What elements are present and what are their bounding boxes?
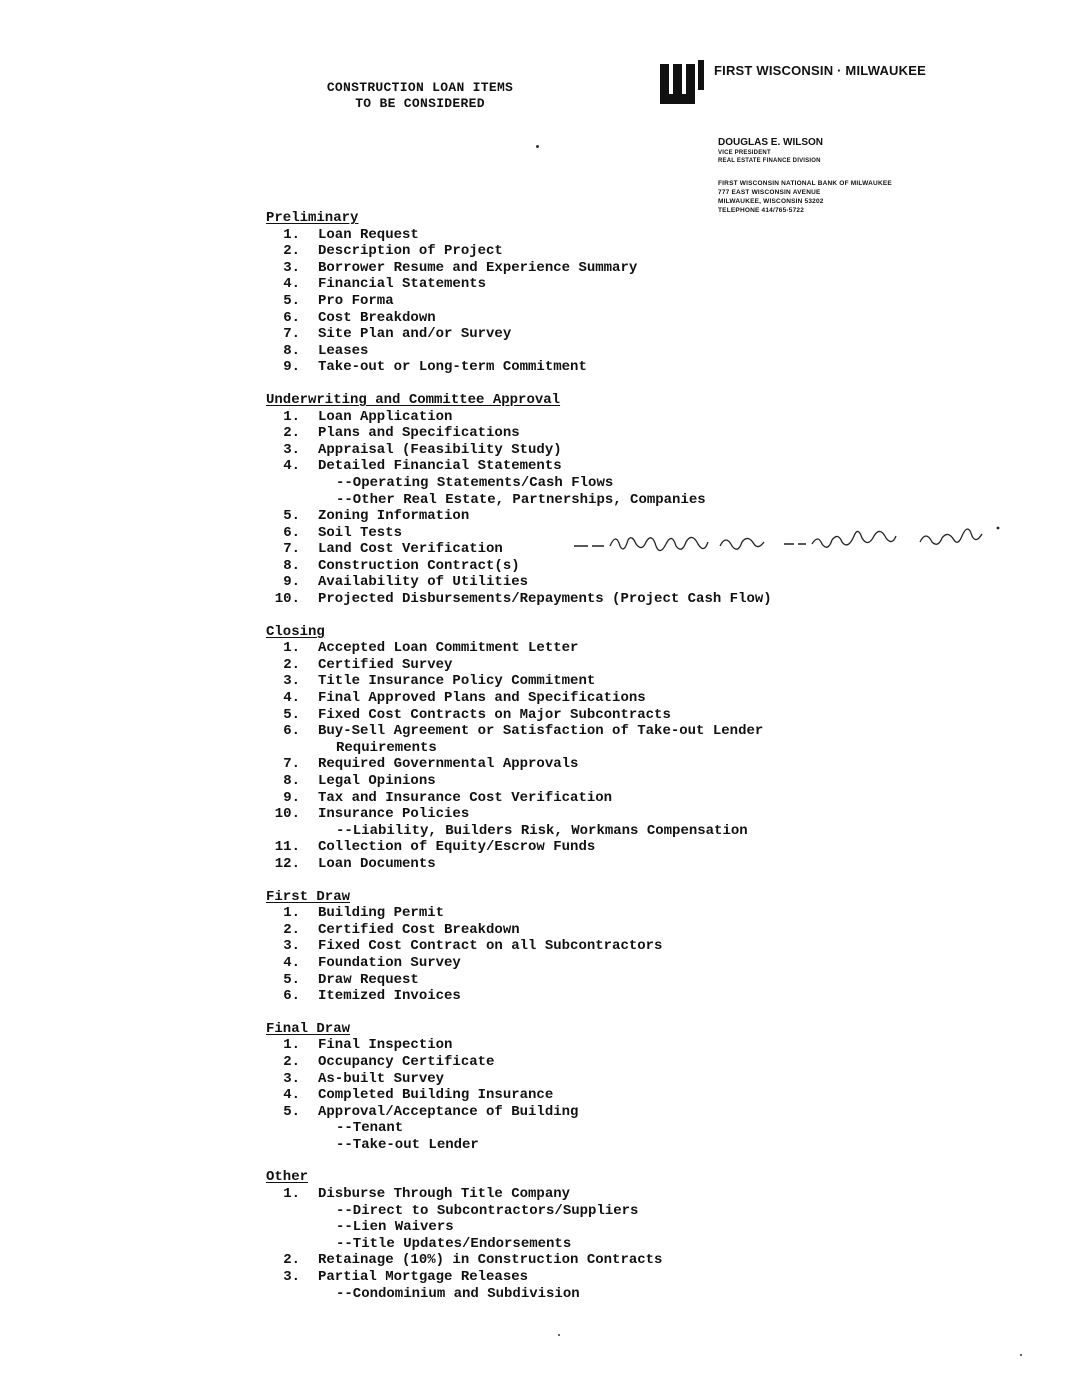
item-text: Disburse Through Title Company [318,1186,571,1203]
item-text: Final Inspection [318,1037,453,1054]
item-text: Borrower Resume and Experience Summary [318,259,638,276]
checklist-item [266,293,1026,310]
item-text: Leases [318,342,369,359]
checklist-item [266,773,1026,790]
item-number: 2. [283,425,300,442]
checklist-section [266,392,1026,608]
sub-item: --Direct to Subcontractors/Suppliers [336,1202,639,1219]
item-number: 4. [283,1087,300,1104]
item-number: 2. [283,656,300,673]
item-text: Fixed Cost Contracts on Major Subcontracts [318,706,671,723]
checklist-section [266,1169,1026,1302]
item-number: 2. [283,1252,300,1269]
checklist-item [266,806,1026,823]
sub-item: --Take-out Lender [336,1136,479,1153]
sub-item: --Title Updates/Endorsements [336,1235,572,1252]
checklist-item [266,657,1026,674]
checklist-item [266,425,1026,442]
item-number: 6. [283,723,300,740]
item-text: Draw Request [318,971,419,988]
checklist-item [266,1104,1026,1121]
bank-logo-icon [660,60,704,104]
item-number: 1. [283,1186,300,1203]
checklist-item [266,922,1026,939]
checklist-item [266,442,1026,459]
contact-name: DOUGLAS E. WILSON [718,137,823,148]
address-line: 777 EAST WISCONSIN AVENUE [718,189,821,196]
item-number: 1. [283,640,300,657]
item-text: Projected Disbursements/Repayments (Project Cash Flow) [318,591,772,608]
item-number: 5. [283,292,300,309]
item-text: Zoning Information [318,508,470,525]
item-number: 6. [283,988,300,1005]
checklist-item [266,839,1026,856]
checklist-item [266,673,1026,690]
item-text: Legal Opinions [318,773,436,789]
document-title [270,80,570,112]
item-number: 3. [283,259,300,276]
checklist-item [266,409,1026,426]
item-text: Detailed Financial Statements [318,458,562,475]
checklist-item [266,938,1026,955]
item-text: Occupancy Certificate [318,1053,495,1070]
item-text: Collection of Equity/Escrow Funds [318,839,596,856]
checklist-item [266,310,1026,327]
item-number: 2. [283,243,300,260]
checklist-item [266,574,1026,591]
item-number: 4. [283,458,300,475]
checklist-section [266,624,1026,873]
sub-item: --Condominium and Subdivision [336,1285,580,1302]
item-text: Final Approved Plans and Specifications [318,690,646,707]
item-text: Land Cost Verification [318,541,503,558]
checklist-item [266,723,1026,740]
item-number: 8. [283,773,300,789]
item-text: Partial Mortgage Releases [318,1269,529,1286]
item-text: Loan Application [318,408,453,425]
checklist-item [266,972,1026,989]
item-number: 11. [274,839,300,856]
checklist-item [266,591,1026,608]
sub-item: --Other Real Estate, Partnerships, Companies [336,491,706,508]
checklist-item [266,1186,1026,1203]
item-number: 5. [283,706,300,723]
item-number: 12. [274,855,300,872]
item-number: 2. [283,921,300,938]
item-number: 7. [283,541,300,558]
section-title: Preliminary [266,210,359,226]
checklist-section [266,210,1026,376]
item-text: Foundation Survey [318,954,461,971]
checklist-item [266,707,1026,724]
item-text: Plans and Specifications [318,425,520,442]
checklist-item [266,1252,1026,1269]
sub-item: --Operating Statements/Cash Flows [336,474,614,491]
item-number: 10. [274,591,300,608]
checklist-item [266,690,1026,707]
item-text: Approval/Acceptance of Building [318,1103,579,1120]
contact-division: REAL ESTATE FINANCE DIVISION [718,158,821,164]
item-text: Pro Forma [318,292,394,309]
item-number: 10. [274,806,300,823]
checklist-item [266,905,1026,922]
item-number: 1. [283,905,300,922]
item-text: Retainage (10%) in Construction Contracts [318,1252,663,1269]
item-text: Certified Survey [318,656,453,673]
item-text: Construction Contract(s) [318,557,520,574]
section-title: Other [266,1169,309,1186]
sub-item: --Tenant [336,1120,404,1137]
checklist-item [266,756,1026,773]
checklist-item [266,1054,1026,1071]
item-number: 9. [283,359,300,376]
item-text: Accepted Loan Commitment Letter [318,640,579,657]
item-text: Fixed Cost Contract on all Subcontractors [318,938,663,955]
item-text: Description of Project [318,243,503,260]
item-number: 2. [283,1053,300,1070]
address-line: MILWAUKEE, WISCONSIN 53202 [718,198,824,205]
item-number: 1. [283,226,300,243]
contact-title: VICE PRESIDENT [718,150,771,156]
checklist-item [266,243,1026,260]
checklist-item [266,227,1026,244]
checklist-item [266,1071,1026,1088]
scan-speck [536,145,539,148]
item-number: 3. [283,1269,300,1286]
checklist-item [266,343,1026,360]
contact-block [718,136,892,215]
item-text: Soil Tests [318,524,403,541]
item-text: Itemized Invoices [318,988,461,1005]
item-number: 3. [283,673,300,690]
sub-item: Requirements [336,739,437,756]
checklist-item [266,1037,1026,1054]
item-number: 4. [283,276,300,293]
checklist-item [266,955,1026,972]
checklist-section [266,1021,1026,1154]
section-title: Underwriting and Committee Approval [266,391,561,408]
scan-speck [558,1334,560,1336]
item-number: 7. [283,326,300,343]
item-number: 3. [283,441,300,458]
checklist-item [266,276,1026,293]
checklist-item [266,856,1026,873]
item-number: 1. [283,408,300,425]
checklist-item [266,558,1026,575]
checklist-section [266,889,1026,1005]
title-line-1: CONSTRUCTION LOAN ITEMS [326,80,514,95]
item-text: Loan Request [318,226,419,243]
checklist-item [266,326,1026,343]
item-text: Site Plan and/or Survey [318,326,512,343]
item-number: 9. [283,574,300,591]
item-text: Building Permit [318,905,445,922]
item-number: 6. [283,524,300,541]
checklist-item [266,260,1026,277]
bank-name: FIRST WISCONSIN · MILWAUKEE [714,63,926,78]
item-text: Required Governmental Approvals [318,756,579,773]
item-text: As-built Survey [318,1070,445,1087]
checklist-item [266,359,1026,376]
item-text: Certified Cost Breakdown [318,921,520,938]
item-number: 4. [283,954,300,971]
address-line: FIRST WISCONSIN NATIONAL BANK OF MILWAUKEE [718,180,892,187]
item-number: 5. [283,971,300,988]
item-text: Take-out or Long-term Commitment [318,359,587,376]
item-text: Financial Statements [318,276,487,293]
checklist-item [266,458,1026,475]
telephone: TELEPHONE 414/765-5722 [718,207,805,214]
item-text: Cost Breakdown [318,309,436,326]
item-text: Loan Documents [318,855,436,872]
item-number: 8. [283,342,300,359]
item-number: 6. [283,309,300,326]
item-number: 8. [283,557,300,574]
item-number: 4. [283,690,300,707]
section-title: Final Draw [266,1020,351,1037]
item-text: Buy-Sell Agreement or Satisfaction of Take-out Lender [318,723,764,740]
item-number: 5. [283,508,300,525]
item-number: 7. [283,756,300,773]
item-text: Tax and Insurance Cost Verification [318,789,613,806]
checklist-item [266,1269,1026,1286]
scan-speck [1020,1354,1022,1356]
sub-item: --Lien Waivers [336,1219,454,1236]
title-line-2: TO BE CONSIDERED [355,96,485,111]
checklist-item [266,790,1026,807]
section-title: First Draw [266,888,351,905]
checklist-content [266,210,1026,1318]
item-number: 3. [283,938,300,955]
item-number: 5. [283,1103,300,1120]
checklist-item [266,988,1026,1005]
item-number: 9. [283,789,300,806]
item-number: 3. [283,1070,300,1087]
item-text: Appraisal (Feasibility Study) [318,441,562,458]
item-text: Availability of Utilities [318,574,529,591]
item-text: Insurance Policies [318,806,470,823]
section-title: Closing [266,623,325,640]
item-text: Title Insurance Policy Commitment [318,673,596,690]
item-text: Completed Building Insurance [318,1087,554,1104]
checklist-item [266,1087,1026,1104]
handwritten-annotation [570,520,1010,556]
sub-item: --Liability, Builders Risk, Workmans Compensation [336,822,748,839]
checklist-item [266,640,1026,657]
item-number: 1. [283,1037,300,1054]
